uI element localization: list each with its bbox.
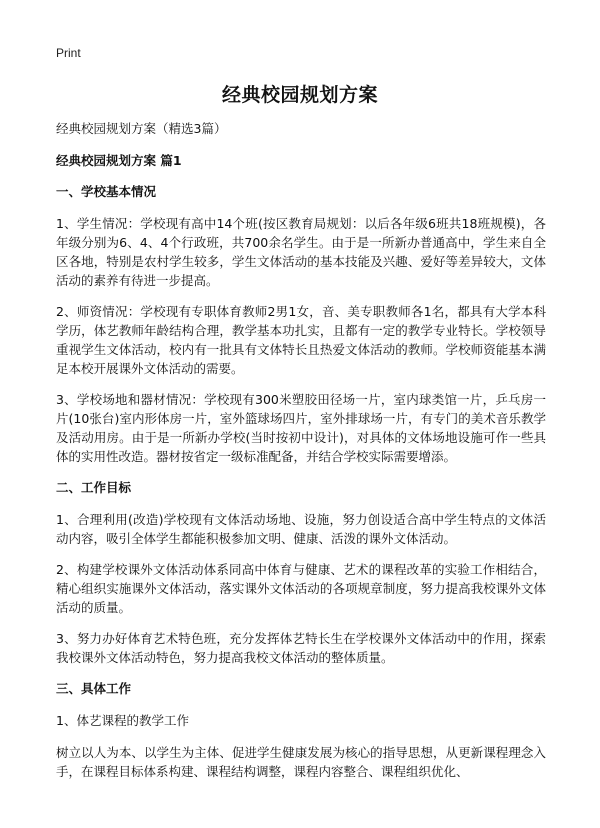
paragraph-goal-3: 3、努力办好体育艺术特色班，充分发挥体艺特长生在学校课外文体活动中的作用，探索我校课外文体活动特色，努力提高我校文体活动的整体质量。 bbox=[56, 631, 546, 665]
document-body bbox=[56, 119, 546, 793]
paragraph-students: 1、学生情况：学校现有高中14个班(按区教育局规划：以后各年级6班共18班规模)，各年级分别为6、4、4个行政班，共700余名学生。由于是一所新办普通高中，学生来自全区各地，特别是农村学生较多，学生文体活动的基本技能及兴趣、爱好等差异较大，文体活动的素养有待进一步提高。 bbox=[56, 216, 546, 288]
paragraph-goal-2: 2、构建学校课外文体活动体系同高中体育与健康、艺术的课程改革的实验工作相结合，精心组织实施课外文体活动，落实课外文体活动的各项规章制度，努力提高我校课外文体活动的质量。 bbox=[56, 562, 546, 615]
article-heading: 经典校园规划方案 篇1 bbox=[56, 153, 182, 168]
document-subtitle: 经典校园规划方案（精选3篇） bbox=[56, 121, 227, 136]
section-heading-goals: 二、工作目标 bbox=[56, 480, 132, 495]
paragraph-facilities: 3、学校场地和器材情况：学校现有300米塑胶田径场一片，室内球类馆一片，乒乓房一片(10张台)室内形体房一片，室外篮球场四片，室外排球场一片，有专门的美术音乐教学及活动用房。由于是一所新办学校(当时按初中设计)，对具体的文体场地设施可作一些具体的实用性改造。器材按省定一级标准配备，并结合学校实际需要增添。 bbox=[56, 392, 546, 464]
section-heading-basic-info: 一、学校基本情况 bbox=[56, 184, 157, 199]
subheading-curriculum: 1、体艺课程的教学工作 bbox=[56, 713, 189, 728]
section-heading-tasks: 三、具体工作 bbox=[56, 681, 132, 696]
document-title: 经典校园规划方案 bbox=[221, 84, 378, 106]
paragraph-curriculum: 树立以人为本、以学生为主体、促进学生健康发展为核心的指导思想，从更新课程理念入手，在课程目标体系构建、课程结构调整，课程内容整合、课程组织优化、 bbox=[56, 745, 546, 779]
print-label[interactable]: Print bbox=[56, 46, 81, 60]
paragraph-goal-1: 1、合理利用(改造)学校现有文体活动场地、设施，努力创设适合高中学生特点的文体活动内容，吸引全体学生都能积极参加文明、健康、活泼的课外文体活动。 bbox=[56, 512, 546, 546]
paragraph-teachers: 2、师资情况：学校现有专职体育教师2男1女，音、美专职教师各1名，都具有大学本科学历，体艺教师年龄结构合理，教学基本功扎实，且都有一定的教学专业特长。学校领导重视学生文体活动，校内有一批具有文体特长且热爱文体活动的教师。学校师资能基本满足本校开展课外文体活动的需要。 bbox=[56, 304, 546, 376]
